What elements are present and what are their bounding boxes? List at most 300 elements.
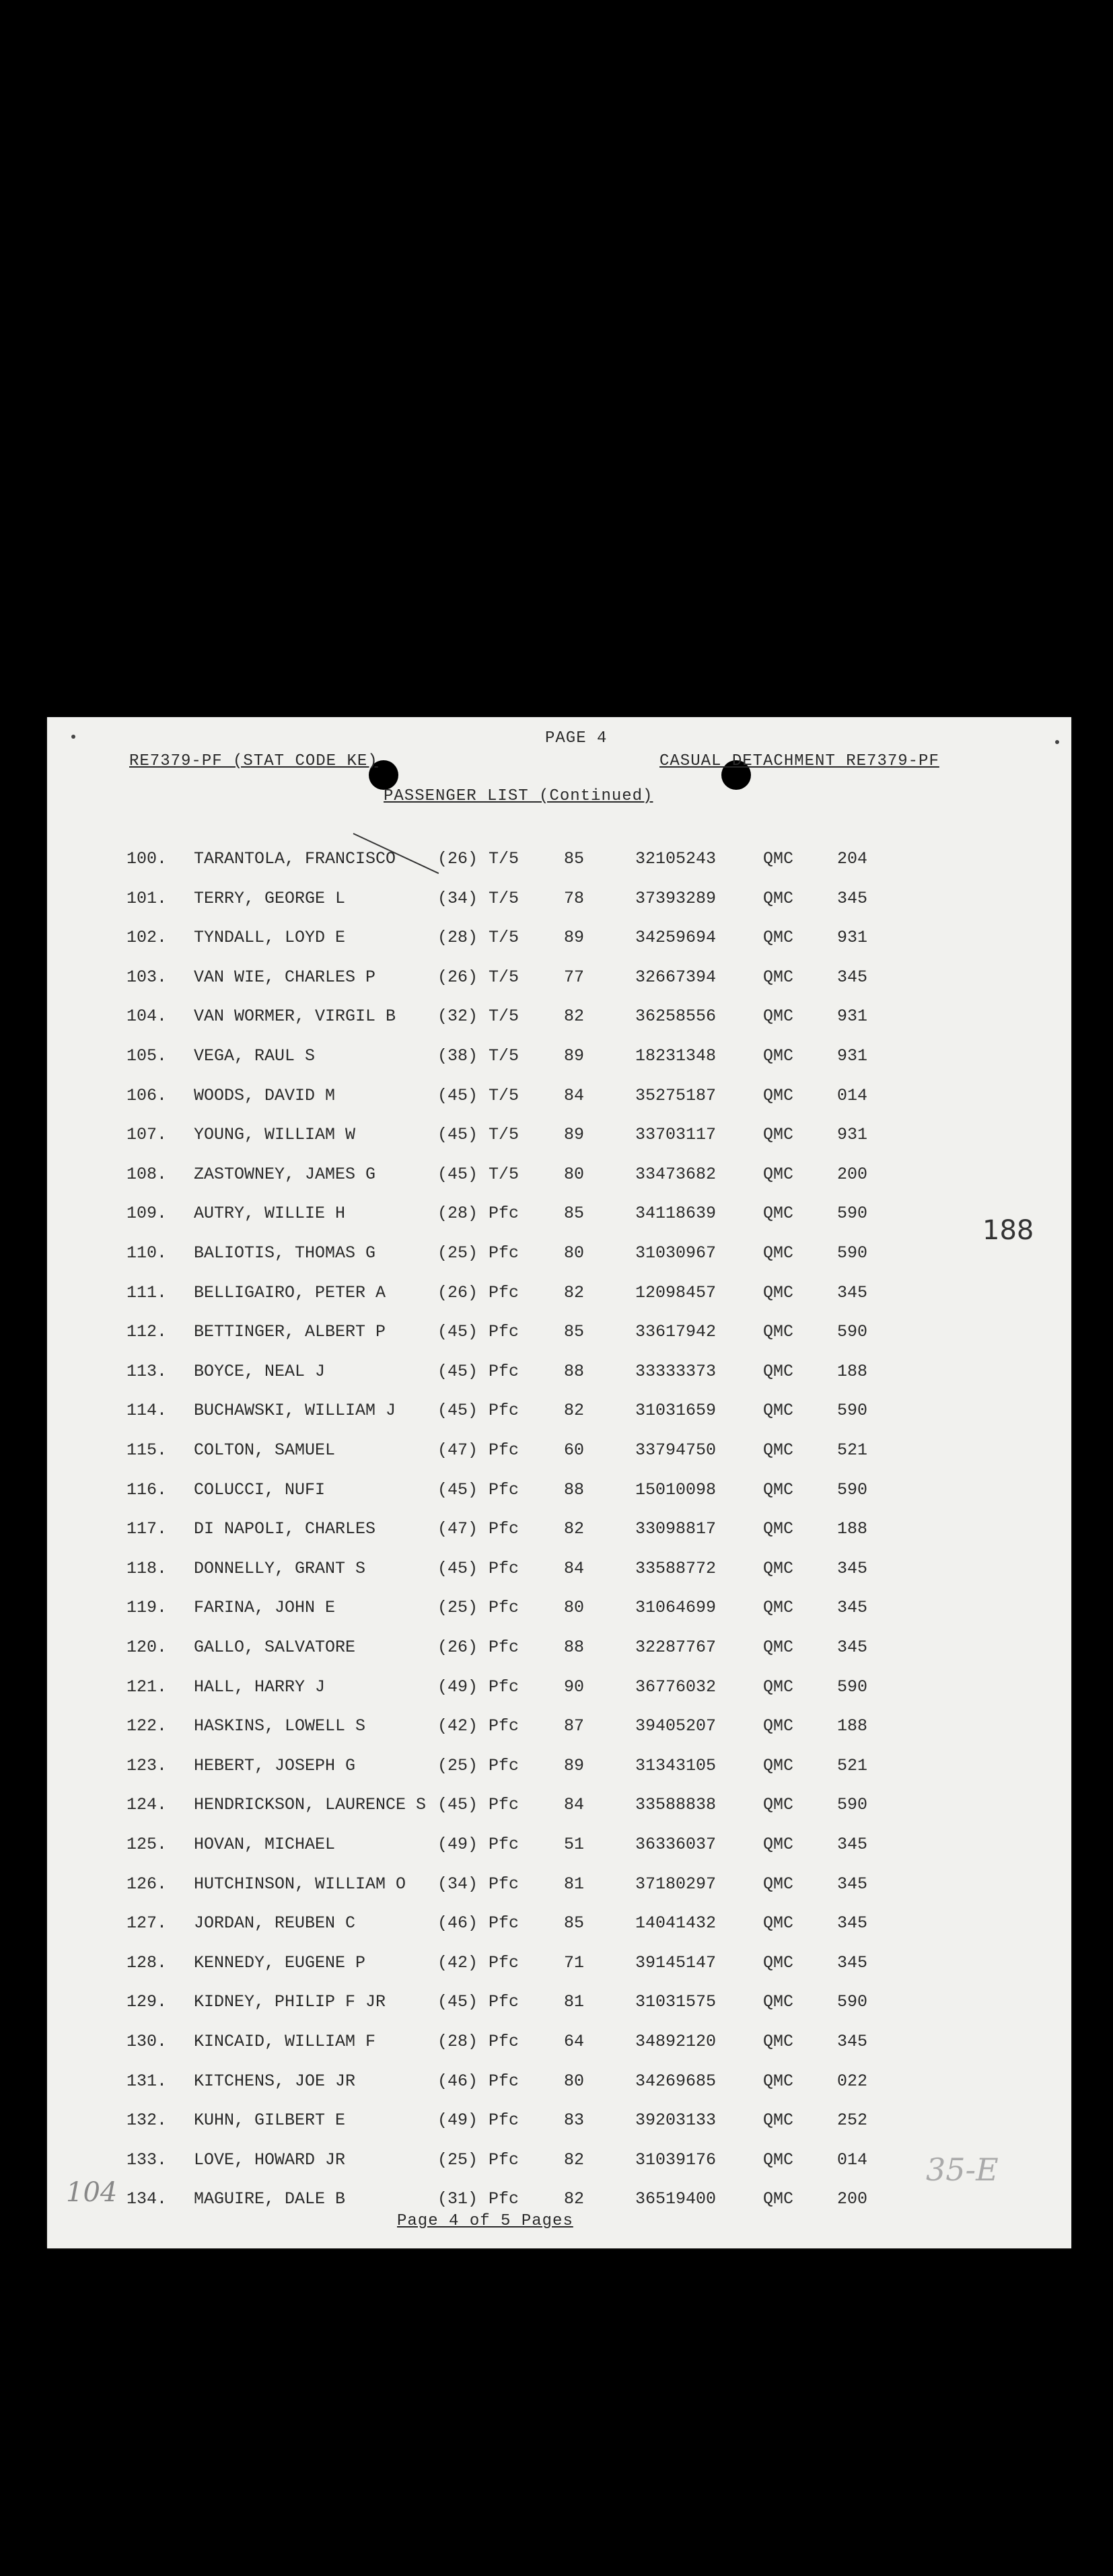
list-row (47, 1795, 989, 1822)
cell-name: VAN WIE, CHARLES P (194, 967, 376, 987)
cell-mos: 345 (837, 1952, 868, 1973)
list-row (47, 1480, 989, 1507)
cell-num: 132. (127, 2110, 168, 2131)
cell-code: QMC (763, 1835, 794, 1854)
cell-num: 107. (127, 1125, 168, 1145)
cell-name: YOUNG, WILLIAM W (194, 1125, 356, 1145)
cell-mos: 931 (837, 1125, 868, 1145)
cell-rank: Pfc (489, 2032, 519, 2051)
cell-mos: 345 (837, 967, 868, 987)
cell-code: QMC (763, 967, 794, 987)
list-row (47, 1283, 989, 1310)
cell-serial: 36776032 (635, 1677, 717, 1697)
list-row (47, 1322, 989, 1349)
cell-serial: 33333373 (635, 1361, 717, 1381)
cell-age: (28) (437, 1204, 478, 1224)
cell-rank: Pfc (489, 2149, 519, 2170)
list-row (47, 1362, 989, 1389)
cell-rank: Pfc (489, 2110, 519, 2131)
cell-age: (25) (437, 1598, 478, 1618)
cell-score: 89 (564, 928, 585, 948)
cell-num: 120. (127, 1637, 168, 1657)
cell-name: KENNEDY, EUGENE P (194, 1952, 366, 1973)
cell-rank: Pfc (489, 1835, 519, 1854)
cell-serial: 36519400 (635, 2189, 717, 2209)
cell-code: QMC (763, 1479, 794, 1500)
cell-rank: Pfc (489, 1440, 519, 1460)
cell-mos: 590 (837, 1204, 868, 1224)
cell-name: KUHN, GILBERT E (194, 2110, 346, 2131)
list-row (47, 2150, 989, 2177)
cell-score: 84 (564, 1795, 585, 1815)
cell-name: HEBERT, JOSEPH G (194, 1755, 356, 1775)
cell-rank: T/5 (489, 1085, 519, 1105)
cell-rank: Pfc (489, 1361, 519, 1381)
cell-age: (25) (437, 1243, 478, 1263)
cell-age: (49) (437, 2110, 478, 2131)
list-title: PASSENGER LIST (Continued) (384, 787, 653, 805)
cell-code: QMC (763, 1164, 794, 1184)
cell-num: 123. (127, 1755, 168, 1775)
cell-age: (45) (437, 1125, 478, 1145)
cell-name: MAGUIRE, DALE B (194, 2189, 346, 2209)
cell-score: 88 (564, 1637, 585, 1657)
list-row (47, 1401, 989, 1428)
cell-rank: T/5 (489, 888, 519, 908)
cell-code: QMC (763, 1598, 794, 1618)
cell-age: (28) (437, 928, 478, 948)
list-row (47, 1913, 989, 1940)
cell-num: 102. (127, 928, 168, 948)
cell-name: FARINA, JOHN E (194, 1598, 336, 1618)
cell-num: 100. (127, 849, 168, 869)
cell-score: 85 (564, 849, 585, 869)
cell-name: COLTON, SAMUEL (194, 1440, 336, 1460)
cell-num: 134. (127, 2189, 168, 2209)
list-row (47, 1243, 989, 1270)
cell-age: (31) (437, 2189, 478, 2209)
header-right: CASUAL DETACHMENT RE7379-PF (659, 752, 939, 770)
cell-num: 118. (127, 1558, 168, 1578)
list-row (47, 1992, 989, 2019)
cell-score: 80 (564, 1598, 585, 1618)
cell-num: 131. (127, 2071, 168, 2091)
cell-num: 127. (127, 1913, 168, 1934)
cell-code: QMC (763, 1125, 794, 1145)
cell-num: 115. (127, 1440, 168, 1460)
cell-serial: 39405207 (635, 1716, 717, 1736)
cell-code: QMC (763, 849, 794, 869)
cell-mos: 188 (837, 1361, 868, 1381)
cell-serial: 34118639 (635, 1204, 717, 1224)
cell-name: AUTRY, WILLIE H (194, 1204, 346, 1224)
cell-mos: 931 (837, 928, 868, 948)
cell-serial: 33703117 (635, 1125, 717, 1145)
cell-serial: 36336037 (635, 1835, 717, 1854)
cell-mos: 590 (837, 1795, 868, 1815)
cell-age: (46) (437, 2071, 478, 2091)
cell-mos: 931 (837, 1046, 868, 1066)
cell-rank: Pfc (489, 1716, 519, 1736)
cell-code: QMC (763, 928, 794, 948)
cell-num: 133. (127, 2149, 168, 2170)
list-row (47, 967, 989, 994)
cell-mos: 590 (837, 1677, 868, 1697)
cell-code: QMC (763, 1952, 794, 1973)
cell-mos: 188 (837, 1716, 868, 1736)
cell-code: QMC (763, 1637, 794, 1657)
list-row (47, 1637, 989, 1664)
cell-serial: 31030967 (635, 1243, 717, 1263)
cell-code: QMC (763, 1519, 794, 1539)
list-row (47, 1519, 989, 1546)
cell-code: QMC (763, 1795, 794, 1815)
cell-num: 114. (127, 1401, 168, 1421)
cell-age: (34) (437, 1874, 478, 1894)
cell-serial: 31343105 (635, 1755, 717, 1775)
cell-serial: 39203133 (635, 2110, 717, 2131)
cell-rank: Pfc (489, 1204, 519, 1224)
cell-rank: Pfc (489, 1322, 519, 1342)
cell-mos: 345 (837, 2032, 868, 2051)
cell-serial: 34259694 (635, 928, 717, 948)
list-row (47, 1598, 989, 1625)
cell-score: 81 (564, 1874, 585, 1894)
cell-name: VAN WORMER, VIRGIL B (194, 1006, 396, 1027)
cell-code: QMC (763, 1401, 794, 1421)
cell-age: (28) (437, 2032, 478, 2051)
cell-num: 130. (127, 2032, 168, 2051)
cell-rank: Pfc (489, 1519, 519, 1539)
punch-dot-right (1055, 740, 1059, 744)
cell-code: QMC (763, 1913, 794, 1934)
cell-name: COLUCCI, NUFI (194, 1479, 326, 1500)
cell-num: 122. (127, 1716, 168, 1736)
cell-num: 125. (127, 1835, 168, 1854)
cell-num: 109. (127, 1204, 168, 1224)
cell-name: JORDAN, REUBEN C (194, 1913, 356, 1934)
cell-rank: Pfc (489, 1992, 519, 2012)
list-row (47, 1125, 989, 1152)
cell-name: BOYCE, NEAL J (194, 1361, 326, 1381)
cell-name: BALIOTIS, THOMAS G (194, 1243, 376, 1263)
cell-serial: 33588772 (635, 1558, 717, 1578)
cell-code: QMC (763, 1992, 794, 2012)
cell-mos: 345 (837, 1637, 868, 1657)
cell-score: 89 (564, 1125, 585, 1145)
cell-score: 90 (564, 1677, 585, 1697)
cell-rank: T/5 (489, 1125, 519, 1145)
cell-code: QMC (763, 1204, 794, 1224)
cell-score: 82 (564, 1282, 585, 1302)
cell-age: (45) (437, 1992, 478, 2012)
list-row (47, 1086, 989, 1113)
list-row (47, 1165, 989, 1191)
cell-code: QMC (763, 1874, 794, 1894)
margin-note-bottom-right: 35-E (926, 2151, 999, 2188)
cell-name: KINCAID, WILLIAM F (194, 2032, 376, 2051)
cell-rank: Pfc (489, 1913, 519, 1934)
page-footer: Page 4 of 5 Pages (397, 2212, 573, 2230)
cell-mos: 590 (837, 1479, 868, 1500)
cell-name: TYNDALL, LOYD E (194, 928, 346, 948)
cell-name: KITCHENS, JOE JR (194, 2071, 356, 2091)
list-row (47, 1046, 989, 1073)
cell-score: 60 (564, 1440, 585, 1460)
cell-age: (47) (437, 1519, 478, 1539)
cell-score: 85 (564, 1913, 585, 1934)
cell-serial: 32105243 (635, 849, 717, 869)
list-row (47, 1953, 989, 1980)
cell-mos: 345 (837, 1874, 868, 1894)
cell-score: 89 (564, 1755, 585, 1775)
cell-num: 104. (127, 1006, 168, 1027)
cell-name: BETTINGER, ALBERT P (194, 1322, 386, 1342)
cell-age: (25) (437, 1755, 478, 1775)
cell-num: 111. (127, 1282, 168, 1302)
cell-serial: 15010098 (635, 1479, 717, 1500)
cell-age: (42) (437, 1952, 478, 1973)
cell-rank: Pfc (489, 1874, 519, 1894)
cell-score: 85 (564, 1322, 585, 1342)
cell-serial: 31031575 (635, 1992, 717, 2012)
list-row (47, 1756, 989, 1783)
cell-num: 128. (127, 1952, 168, 1973)
cell-mos: 200 (837, 2189, 868, 2209)
header-left: RE7379-PF (STAT CODE KE) (129, 752, 378, 770)
cell-code: QMC (763, 1361, 794, 1381)
margin-note-left: 104 (66, 2177, 118, 2208)
cell-age: (26) (437, 1637, 478, 1657)
cell-age: (47) (437, 1440, 478, 1460)
cell-mos: 590 (837, 1322, 868, 1342)
cell-score: 84 (564, 1558, 585, 1578)
cell-mos: 521 (837, 1755, 868, 1775)
cell-num: 129. (127, 1992, 168, 2012)
cell-age: (46) (437, 1913, 478, 1934)
cell-num: 101. (127, 888, 168, 908)
cell-code: QMC (763, 2149, 794, 2170)
cell-serial: 37393289 (635, 888, 717, 908)
cell-rank: Pfc (489, 1755, 519, 1775)
cell-num: 103. (127, 967, 168, 987)
cell-age: (34) (437, 888, 478, 908)
cell-score: 82 (564, 2149, 585, 2170)
cell-serial: 33473682 (635, 1164, 717, 1184)
cell-code: QMC (763, 1755, 794, 1775)
cell-name: HUTCHINSON, WILLIAM O (194, 1874, 406, 1894)
cell-code: QMC (763, 2189, 794, 2209)
cell-name: HOVAN, MICHAEL (194, 1835, 336, 1854)
cell-mos: 014 (837, 2149, 868, 2170)
cell-mos: 590 (837, 1243, 868, 1263)
cell-age: (49) (437, 1677, 478, 1697)
cell-name: TERRY, GEORGE L (194, 888, 346, 908)
cell-rank: Pfc (489, 1637, 519, 1657)
cell-rank: Pfc (489, 1677, 519, 1697)
cell-serial: 36258556 (635, 1006, 717, 1027)
list-row (47, 2032, 989, 2059)
list-row (47, 1677, 989, 1704)
cell-rank: T/5 (489, 1006, 519, 1027)
cell-code: QMC (763, 1440, 794, 1460)
cell-name: DONNELLY, GRANT S (194, 1558, 366, 1578)
cell-mos: 345 (837, 888, 868, 908)
cell-mos: 200 (837, 1164, 868, 1184)
cell-code: QMC (763, 1085, 794, 1105)
cell-serial: 31031659 (635, 1401, 717, 1421)
cell-age: (26) (437, 1282, 478, 1302)
cell-code: QMC (763, 1243, 794, 1263)
cell-serial: 33588838 (635, 1795, 717, 1815)
cell-code: QMC (763, 1006, 794, 1027)
cell-num: 110. (127, 1243, 168, 1263)
cell-rank: T/5 (489, 967, 519, 987)
cell-name: LOVE, HOWARD JR (194, 2149, 346, 2170)
cell-serial: 33794750 (635, 1440, 717, 1460)
cell-age: (25) (437, 2149, 478, 2170)
cell-score: 51 (564, 1835, 585, 1854)
cell-code: QMC (763, 1677, 794, 1697)
cell-rank: Pfc (489, 1282, 519, 1302)
cell-rank: Pfc (489, 1598, 519, 1618)
cell-name: VEGA, RAUL S (194, 1046, 316, 1066)
cell-num: 124. (127, 1795, 168, 1815)
cell-code: QMC (763, 2071, 794, 2091)
cell-mos: 014 (837, 1085, 868, 1105)
cell-rank: T/5 (489, 849, 519, 869)
cell-score: 81 (564, 1992, 585, 2012)
cell-score: 82 (564, 2189, 585, 2209)
cell-score: 87 (564, 1716, 585, 1736)
cell-num: 106. (127, 1085, 168, 1105)
list-row (47, 889, 989, 916)
cell-score: 82 (564, 1006, 585, 1027)
cell-serial: 33098817 (635, 1519, 717, 1539)
cell-age: (26) (437, 849, 478, 869)
cell-score: 80 (564, 2071, 585, 2091)
cell-num: 117. (127, 1519, 168, 1539)
cell-mos: 345 (837, 1282, 868, 1302)
cell-score: 71 (564, 1952, 585, 1973)
cell-age: (45) (437, 1322, 478, 1342)
cell-rank: Pfc (489, 1479, 519, 1500)
cell-mos: 345 (837, 1598, 868, 1618)
list-row (47, 849, 989, 876)
cell-mos: 345 (837, 1835, 868, 1854)
cell-name: HALL, HARRY J (194, 1677, 326, 1697)
cell-serial: 31039176 (635, 2149, 717, 2170)
cell-age: (45) (437, 1164, 478, 1184)
cell-score: 77 (564, 967, 585, 987)
cell-rank: Pfc (489, 2071, 519, 2091)
cell-rank: Pfc (489, 1401, 519, 1421)
cell-mos: 252 (837, 2110, 868, 2131)
cell-age: (45) (437, 1361, 478, 1381)
cell-serial: 12098457 (635, 1282, 717, 1302)
cell-rank: T/5 (489, 928, 519, 948)
cell-age: (45) (437, 1558, 478, 1578)
cell-serial: 32287767 (635, 1637, 717, 1657)
list-row (47, 928, 989, 955)
cell-serial: 18231348 (635, 1046, 717, 1066)
cell-age: (45) (437, 1479, 478, 1500)
cell-num: 126. (127, 1874, 168, 1894)
cell-serial: 34269685 (635, 2071, 717, 2091)
cell-mos: 345 (837, 1558, 868, 1578)
cell-score: 85 (564, 1204, 585, 1224)
list-row (47, 2110, 989, 2137)
cell-mos: 188 (837, 1519, 868, 1539)
margin-note-right: 188 (982, 1215, 1034, 1246)
cell-score: 88 (564, 1479, 585, 1500)
cell-mos: 590 (837, 1401, 868, 1421)
list-row (47, 1559, 989, 1586)
cell-num: 116. (127, 1479, 168, 1500)
cell-name: DI NAPOLI, CHARLES (194, 1519, 376, 1539)
cell-rank: Pfc (489, 2189, 519, 2209)
cell-age: (42) (437, 1716, 478, 1736)
cell-age: (45) (437, 1401, 478, 1421)
cell-mos: 022 (837, 2071, 868, 2091)
cell-mos: 521 (837, 1440, 868, 1460)
cell-score: 83 (564, 2110, 585, 2131)
cell-code: QMC (763, 1716, 794, 1736)
cell-age: (45) (437, 1795, 478, 1815)
cell-age: (38) (437, 1046, 478, 1066)
cell-rank: T/5 (489, 1046, 519, 1066)
cell-serial: 33617942 (635, 1322, 717, 1342)
cell-mos: 931 (837, 1006, 868, 1027)
list-row (47, 1204, 989, 1230)
cell-code: QMC (763, 1558, 794, 1578)
cell-rank: T/5 (489, 1164, 519, 1184)
page-label: PAGE 4 (545, 729, 608, 747)
cell-score: 80 (564, 1164, 585, 1184)
cell-age: (49) (437, 1835, 478, 1854)
list-row (47, 1440, 989, 1467)
cell-serial: 35275187 (635, 1085, 717, 1105)
cell-num: 108. (127, 1164, 168, 1184)
cell-num: 121. (127, 1677, 168, 1697)
cell-rank: Pfc (489, 1952, 519, 1973)
list-row (47, 1716, 989, 1743)
list-row (47, 1874, 989, 1901)
cell-serial: 32667394 (635, 967, 717, 987)
punch-dot-left (71, 735, 75, 739)
cell-rank: Pfc (489, 1243, 519, 1263)
cell-name: ZASTOWNEY, JAMES G (194, 1164, 376, 1184)
cell-mos: 590 (837, 1992, 868, 2012)
cell-serial: 39145147 (635, 1952, 717, 1973)
cell-name: WOODS, DAVID M (194, 1085, 336, 1105)
cell-code: QMC (763, 1322, 794, 1342)
cell-name: BUCHAWSKI, WILLIAM J (194, 1401, 396, 1421)
cell-name: GALLO, SALVATORE (194, 1637, 356, 1657)
cell-score: 89 (564, 1046, 585, 1066)
cell-code: QMC (763, 1046, 794, 1066)
cell-rank: Pfc (489, 1795, 519, 1815)
cell-num: 105. (127, 1046, 168, 1066)
cell-age: (26) (437, 967, 478, 987)
cell-name: HENDRICKSON, LAURENCE S (194, 1795, 427, 1815)
cell-serial: 14041432 (635, 1913, 717, 1934)
cell-code: QMC (763, 1282, 794, 1302)
cell-age: (32) (437, 1006, 478, 1027)
cell-name: HASKINS, LOWELL S (194, 1716, 366, 1736)
cell-score: 80 (564, 1243, 585, 1263)
cell-score: 84 (564, 1085, 585, 1105)
